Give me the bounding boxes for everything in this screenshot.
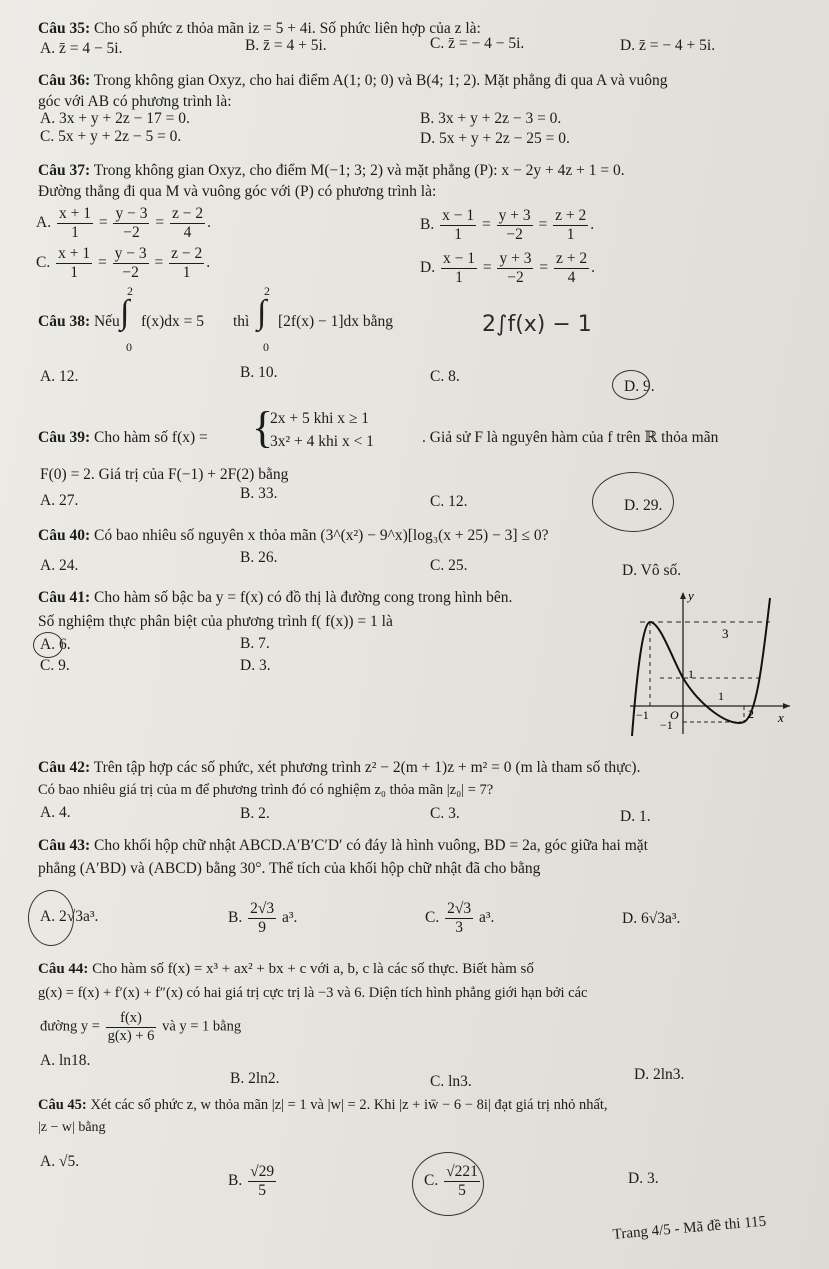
answer-circle-mark: [28, 890, 74, 946]
q41-option-c[interactable]: C. 9.: [40, 657, 70, 674]
q40-option-c[interactable]: C. 25.: [430, 557, 468, 574]
q45-c-label: C.: [424, 1171, 439, 1189]
q37-text: Trong không gian Oxyz, cho điểm M(−1; 3; 2) và mặt phẳng (P): x − 2y + 4z + 1 = 0.: [93, 162, 625, 179]
q43-option-a[interactable]: A. 2√3a³.: [40, 908, 99, 925]
q43-option-c[interactable]: [425, 900, 494, 937]
cubic-graph: [620, 588, 795, 738]
q42-text-line2: Có bao nhiêu giá trị của m để phương trình đó có nghiệm z₀ thỏa mãn |z₀| = 7?: [38, 782, 494, 798]
q39-stem: [38, 429, 208, 448]
q43-stem: [38, 837, 648, 856]
q38-stem: [38, 313, 120, 332]
q36-stem: [38, 72, 667, 91]
q43-c-tail: a³.: [478, 908, 495, 926]
q43-text: Cho khối hộp chữ nhật ABCD.A′B′C′D′ có đáy là hình vuông, BD = 2a, góc giữa hai mặt: [93, 837, 648, 854]
q37-b-frac2: $\frac{y + 3}{-2}$: [498, 207, 531, 243]
q45-text: Xét các số phức z, w thỏa mãn |z| = 1 và |w| = 2. Khi |z + iw̄ − 6 − 8i| đạt giá trị nhỏ nhất,: [90, 1097, 608, 1113]
q35-option-a[interactable]: A. z̄ = 4 − 5i.: [40, 40, 123, 57]
q45-option-a[interactable]: A. √5.: [40, 1153, 80, 1170]
q37-d-frac2: $\frac{y + 3}{-2}$: [499, 250, 532, 286]
q45-b-label: B.: [228, 1171, 243, 1189]
q38-int1: f(x)dx = 5: [141, 313, 204, 330]
q38-lower-2: 0: [263, 340, 269, 354]
q38-integral-1: ∫: [120, 294, 130, 331]
q43-b-tail: a³.: [281, 908, 298, 926]
q37-d-frac3: $\frac{z + 2}{4}$: [555, 250, 588, 286]
q38-number: Câu 38:: [38, 313, 91, 330]
q37-c-label: C.: [36, 253, 51, 271]
q36-option-b[interactable]: B. 3x + y + 2z − 3 = 0.: [420, 110, 562, 127]
q44-number: Câu 44:: [38, 961, 89, 977]
q41-number: Câu 41:: [38, 589, 91, 606]
q38-int2: [2f(x) − 1]dx bằng: [278, 313, 394, 330]
q41-stem: [38, 589, 512, 608]
q37-option-d[interactable]: D. $\frac{x - 1}{1}$ = $\frac{y + 3}{-2}$ = $\frac{z + 2}{4}$ .: [420, 250, 595, 286]
q44-option-a[interactable]: A. ln18.: [40, 1052, 91, 1069]
graph-label-neg1-y: −1: [660, 718, 673, 732]
q44-frac: $\frac{f(x)}{g(x) + 6}$: [107, 1010, 155, 1044]
x-axis-arrow: [783, 703, 790, 709]
q39-option-a[interactable]: A. 27.: [40, 492, 79, 509]
q43-number: Câu 43:: [38, 837, 91, 854]
q44-stem: [38, 960, 534, 978]
q38-upper-1: 2: [127, 284, 133, 298]
q43-c-label: C.: [425, 908, 440, 926]
q37-text-line2: Đường thẳng đi qua M và vuông góc với (P) có phương trình là:: [38, 183, 437, 200]
q42-option-c[interactable]: C. 3.: [430, 805, 460, 822]
answer-circle-mark: [612, 370, 650, 400]
q39-option-c[interactable]: C. 12.: [430, 493, 468, 510]
q37-a-label: A.: [36, 213, 52, 231]
q41-text: Cho hàm số bậc ba y = f(x) có đồ thị là đường cong trong hình bên.: [93, 589, 513, 606]
q44-text: Cho hàm số f(x) = x³ + ax² + bx + c với a, b, c là các số thực. Biết hàm số: [92, 961, 534, 977]
q44-line3-post: và y = 1 bằng: [162, 1018, 242, 1035]
graph-label-neg1-x: −1: [636, 708, 649, 722]
graph-label-1-curve: 1: [718, 689, 724, 703]
q41-option-b[interactable]: B. 7.: [240, 635, 270, 652]
q38-upper-2: 2: [264, 284, 270, 298]
q38-mid: thì: [233, 313, 250, 330]
graph-y-label: y: [688, 588, 694, 603]
answer-circle-mark: [33, 632, 63, 658]
q45-number: Câu 45:: [38, 1097, 87, 1113]
q44-text-line3: [40, 1010, 241, 1044]
q36-text-line2: góc với AB có phương trình là:: [38, 93, 232, 110]
q45-b-frac: $\frac{√29}{5}$: [250, 1163, 275, 1199]
q38-pre: Nếu: [93, 313, 120, 330]
q37-option-a[interactable]: A. $\frac{x + 1}{1}$ = $\frac{y - 3}{-2}$ = $\frac{z - 2}{4}$ .: [36, 205, 211, 241]
answer-circle-mark: [412, 1152, 484, 1216]
q41-option-a[interactable]: A. 6.: [40, 636, 71, 653]
q41-option-d[interactable]: D. 3.: [240, 657, 271, 674]
q38-option-b[interactable]: B. 10.: [240, 364, 278, 381]
q37-option-b[interactable]: B. $\frac{x - 1}{1}$ = $\frac{y + 3}{-2}$ = $\frac{z + 2}{1}$ .: [420, 207, 595, 243]
q37-a-frac1: $\frac{x + 1}{1}$: [58, 205, 91, 241]
q43-b-label: B.: [228, 908, 243, 926]
q36-text: Trong không gian Oxyz, cho hai điểm A(1; 0; 0) và B(4; 1; 2). Mặt phẳng đi qua A và vuông: [93, 72, 668, 89]
q36-number: Câu 36:: [38, 72, 91, 89]
q37-d-frac1: $\frac{x - 1}{1}$: [442, 250, 475, 286]
q39-number: Câu 39:: [38, 429, 91, 446]
q38-option-c[interactable]: C. 8.: [430, 368, 460, 385]
q37-b-label: B.: [420, 215, 435, 233]
q40-text: Có bao nhiêu số nguyên x thỏa mãn (3^(x²) − 9^x)[log₃(x + 25) − 3] ≤ 0?: [93, 527, 549, 544]
q36-option-d[interactable]: D. 5x + y + 2z − 25 = 0.: [420, 130, 570, 147]
q45-text-line2: |z − w| bằng: [38, 1120, 106, 1135]
q42-stem: [38, 759, 640, 778]
handwritten-note: 2∫f(x) − 1: [482, 312, 592, 337]
q42-option-a[interactable]: A. 4.: [40, 804, 71, 821]
q44-option-c[interactable]: C. ln3.: [430, 1073, 472, 1090]
q40-stem: [38, 527, 548, 546]
page-footer: Trang 4/5 - Mã đề thi 115: [612, 1213, 767, 1243]
q38-integral-2: ∫: [257, 294, 267, 331]
q45-option-d[interactable]: D. 3.: [628, 1170, 659, 1187]
q35-stem: [38, 20, 481, 39]
q39-text-line2: F(0) = 2. Giá trị của F(−1) + 2F(2) bằng: [40, 466, 289, 483]
q45-stem: [38, 1097, 608, 1114]
q44-option-b[interactable]: B. 2ln2.: [230, 1070, 280, 1087]
q39-brace: {: [252, 403, 274, 452]
q37-option-c[interactable]: C. $\frac{x + 1}{1}$ = $\frac{y - 3}{-2}$ = $\frac{z - 2}{1}$ .: [36, 245, 211, 281]
answer-circle-mark: [592, 472, 674, 532]
graph-x-label: x: [778, 710, 784, 725]
q43-c-frac: $\frac{2√3}{3}$: [447, 900, 472, 936]
q39-option-b[interactable]: B. 33.: [240, 485, 278, 502]
q39-post: . Giả sử F là nguyên hàm của f trên ℝ thỏa mãn: [422, 429, 719, 446]
q36-option-c[interactable]: C. 5x + y + 2z − 5 = 0.: [40, 128, 182, 145]
q35-option-b[interactable]: B. z̄ = 4 + 5i.: [245, 37, 327, 54]
q38-option-d[interactable]: D. 9.: [624, 378, 655, 395]
q39-pre: Cho hàm số f(x) =: [93, 429, 208, 446]
q43-option-d[interactable]: D. 6√3a³.: [622, 910, 681, 927]
q37-stem: [38, 162, 625, 181]
q38-lower-1: 0: [126, 340, 132, 354]
q37-c-frac1: $\frac{x + 1}{1}$: [58, 245, 91, 281]
q37-number: Câu 37:: [38, 162, 91, 179]
q35-option-d[interactable]: D. z̄ = − 4 + 5i.: [620, 37, 716, 54]
q42-option-b[interactable]: B. 2.: [240, 805, 270, 822]
graph-label-3: 3: [722, 626, 729, 641]
q39-case2: 3x² + 4 khi x < 1: [270, 433, 374, 450]
q39-option-d[interactable]: D. 29.: [624, 497, 663, 514]
q35-text: Cho số phức z thỏa mãn iz = 5 + 4i. Số phức liên hợp của z là:: [93, 20, 481, 37]
q38-option-a[interactable]: A. 12.: [40, 368, 79, 385]
q40-number: Câu 40:: [38, 527, 91, 544]
q43-b-frac: $\frac{2√3}{9}$: [250, 900, 275, 936]
q45-option-b[interactable]: [228, 1163, 278, 1200]
q37-a-frac2: $\frac{y - 3}{-2}$: [115, 205, 148, 241]
q44-option-d[interactable]: D. 2ln3.: [634, 1066, 685, 1083]
q40-option-b[interactable]: B. 26.: [240, 549, 278, 566]
graph-origin: O: [670, 708, 679, 722]
q37-b-frac1: $\frac{x - 1}{1}$: [442, 207, 475, 243]
q37-c-frac2: $\frac{y - 3}{-2}$: [114, 245, 147, 281]
q45-c-frac: $\frac{√221}{5}$: [446, 1163, 478, 1199]
graph-label-2: 2: [748, 707, 754, 721]
q37-c-frac3: $\frac{z - 2}{1}$: [171, 245, 203, 281]
q43-text-line2: phẳng (A′BD) và (ABCD) bằng 30°. Thể tích của khối hộp chữ nhật đã cho bằng: [38, 860, 541, 877]
q35-option-c[interactable]: C. z̄ = − 4 − 5i.: [430, 35, 525, 52]
q42-text: Trên tập hợp các số phức, xét phương trình z² − 2(m + 1)z + m² = 0 (m là tham số thực).: [93, 759, 641, 776]
q35-number: Câu 35:: [38, 20, 91, 37]
q37-d-label: D.: [420, 258, 436, 276]
q44-text-line2: g(x) = f(x) + f′(x) + f″(x) có hai giá trị cực trị là −3 và 6. Diện tích hình phẳng giới hạn bởi các: [38, 985, 588, 1001]
q37-b-frac3: $\frac{z + 2}{1}$: [555, 207, 587, 243]
q41-text-line2: Số nghiệm thực phân biệt của phương trình f( f(x)) = 1 là: [38, 613, 393, 630]
q42-number: Câu 42:: [38, 759, 91, 776]
q43-option-b[interactable]: [228, 900, 297, 937]
graph-label-1-axis: 1: [688, 667, 694, 681]
q40-option-a[interactable]: A. 24.: [40, 557, 79, 574]
q36-option-a[interactable]: A. 3x + y + 2z − 17 = 0.: [40, 110, 190, 127]
q37-a-frac3: $\frac{z - 2}{4}$: [171, 205, 204, 241]
q40-option-d[interactable]: D. Vô số.: [622, 562, 682, 579]
q44-line3-pre: đường y =: [40, 1018, 100, 1035]
q42-option-d[interactable]: D. 1.: [620, 808, 651, 825]
q39-case1: 2x + 5 khi x ≥ 1: [270, 410, 370, 427]
y-axis-arrow: [680, 592, 686, 599]
